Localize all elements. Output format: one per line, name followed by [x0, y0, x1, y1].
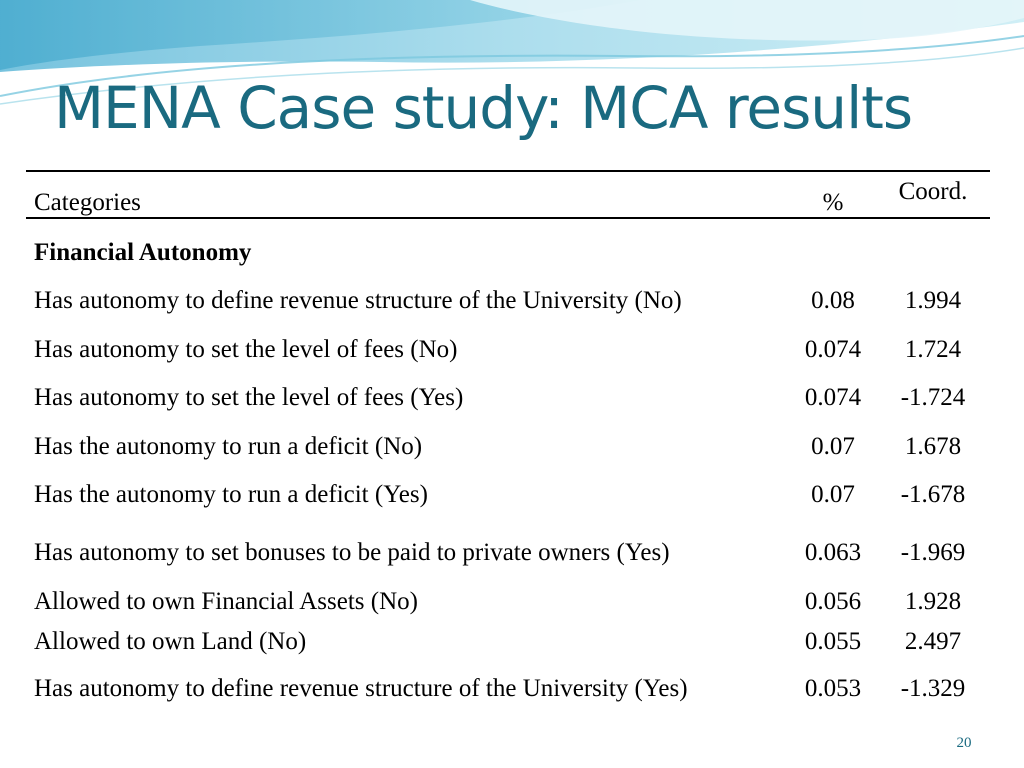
header-coord: Coord.	[898, 178, 968, 205]
row-coord: 1.678	[904, 433, 962, 460]
row-coord: -1.969	[900, 539, 966, 566]
row-percent: 0.053	[804, 675, 862, 702]
row-category: Has autonomy to set bonuses to be paid to private owners (Yes)	[34, 539, 670, 566]
row-coord: 1.724	[904, 336, 962, 363]
row-percent: 0.055	[804, 628, 862, 655]
row-category: Has autonomy to set the level of fees (Yes)	[34, 384, 464, 411]
row-coord: 2.497	[904, 628, 962, 655]
row-percent: 0.08	[811, 287, 855, 314]
row-coord: 1.928	[904, 588, 962, 615]
row-coord: -1.678	[900, 481, 966, 508]
row-category: Has the autonomy to run a deficit (Yes)	[34, 481, 428, 508]
row-category: Has autonomy to set the level of fees (No)	[34, 336, 458, 363]
page-number: 20	[956, 735, 972, 751]
row-percent: 0.056	[804, 588, 862, 615]
row-category: Has the autonomy to run a deficit (No)	[34, 433, 423, 460]
table-header-rule	[26, 217, 990, 219]
header-categories: Categories	[34, 189, 141, 216]
section-financial-autonomy: Financial Autonomy	[34, 239, 252, 266]
row-coord: -1.329	[900, 675, 966, 702]
header-percent: %	[822, 189, 844, 216]
row-coord: -1.724	[900, 384, 966, 411]
row-coord: 1.994	[904, 287, 962, 314]
row-category: Has autonomy to define revenue structure of the University (No)	[34, 287, 682, 314]
row-percent: 0.07	[811, 481, 855, 508]
row-percent: 0.074	[804, 384, 862, 411]
page-title: MENA Case study: MCA results	[54, 74, 913, 142]
row-category: Allowed to own Financial Assets (No)	[34, 588, 418, 615]
row-percent: 0.074	[804, 336, 862, 363]
row-category: Has autonomy to define revenue structure of the University (Yes)	[34, 675, 688, 702]
row-percent: 0.07	[811, 433, 855, 460]
table-top-rule	[26, 170, 990, 172]
row-category: Allowed to own Land (No)	[34, 628, 307, 655]
row-percent: 0.063	[804, 539, 862, 566]
